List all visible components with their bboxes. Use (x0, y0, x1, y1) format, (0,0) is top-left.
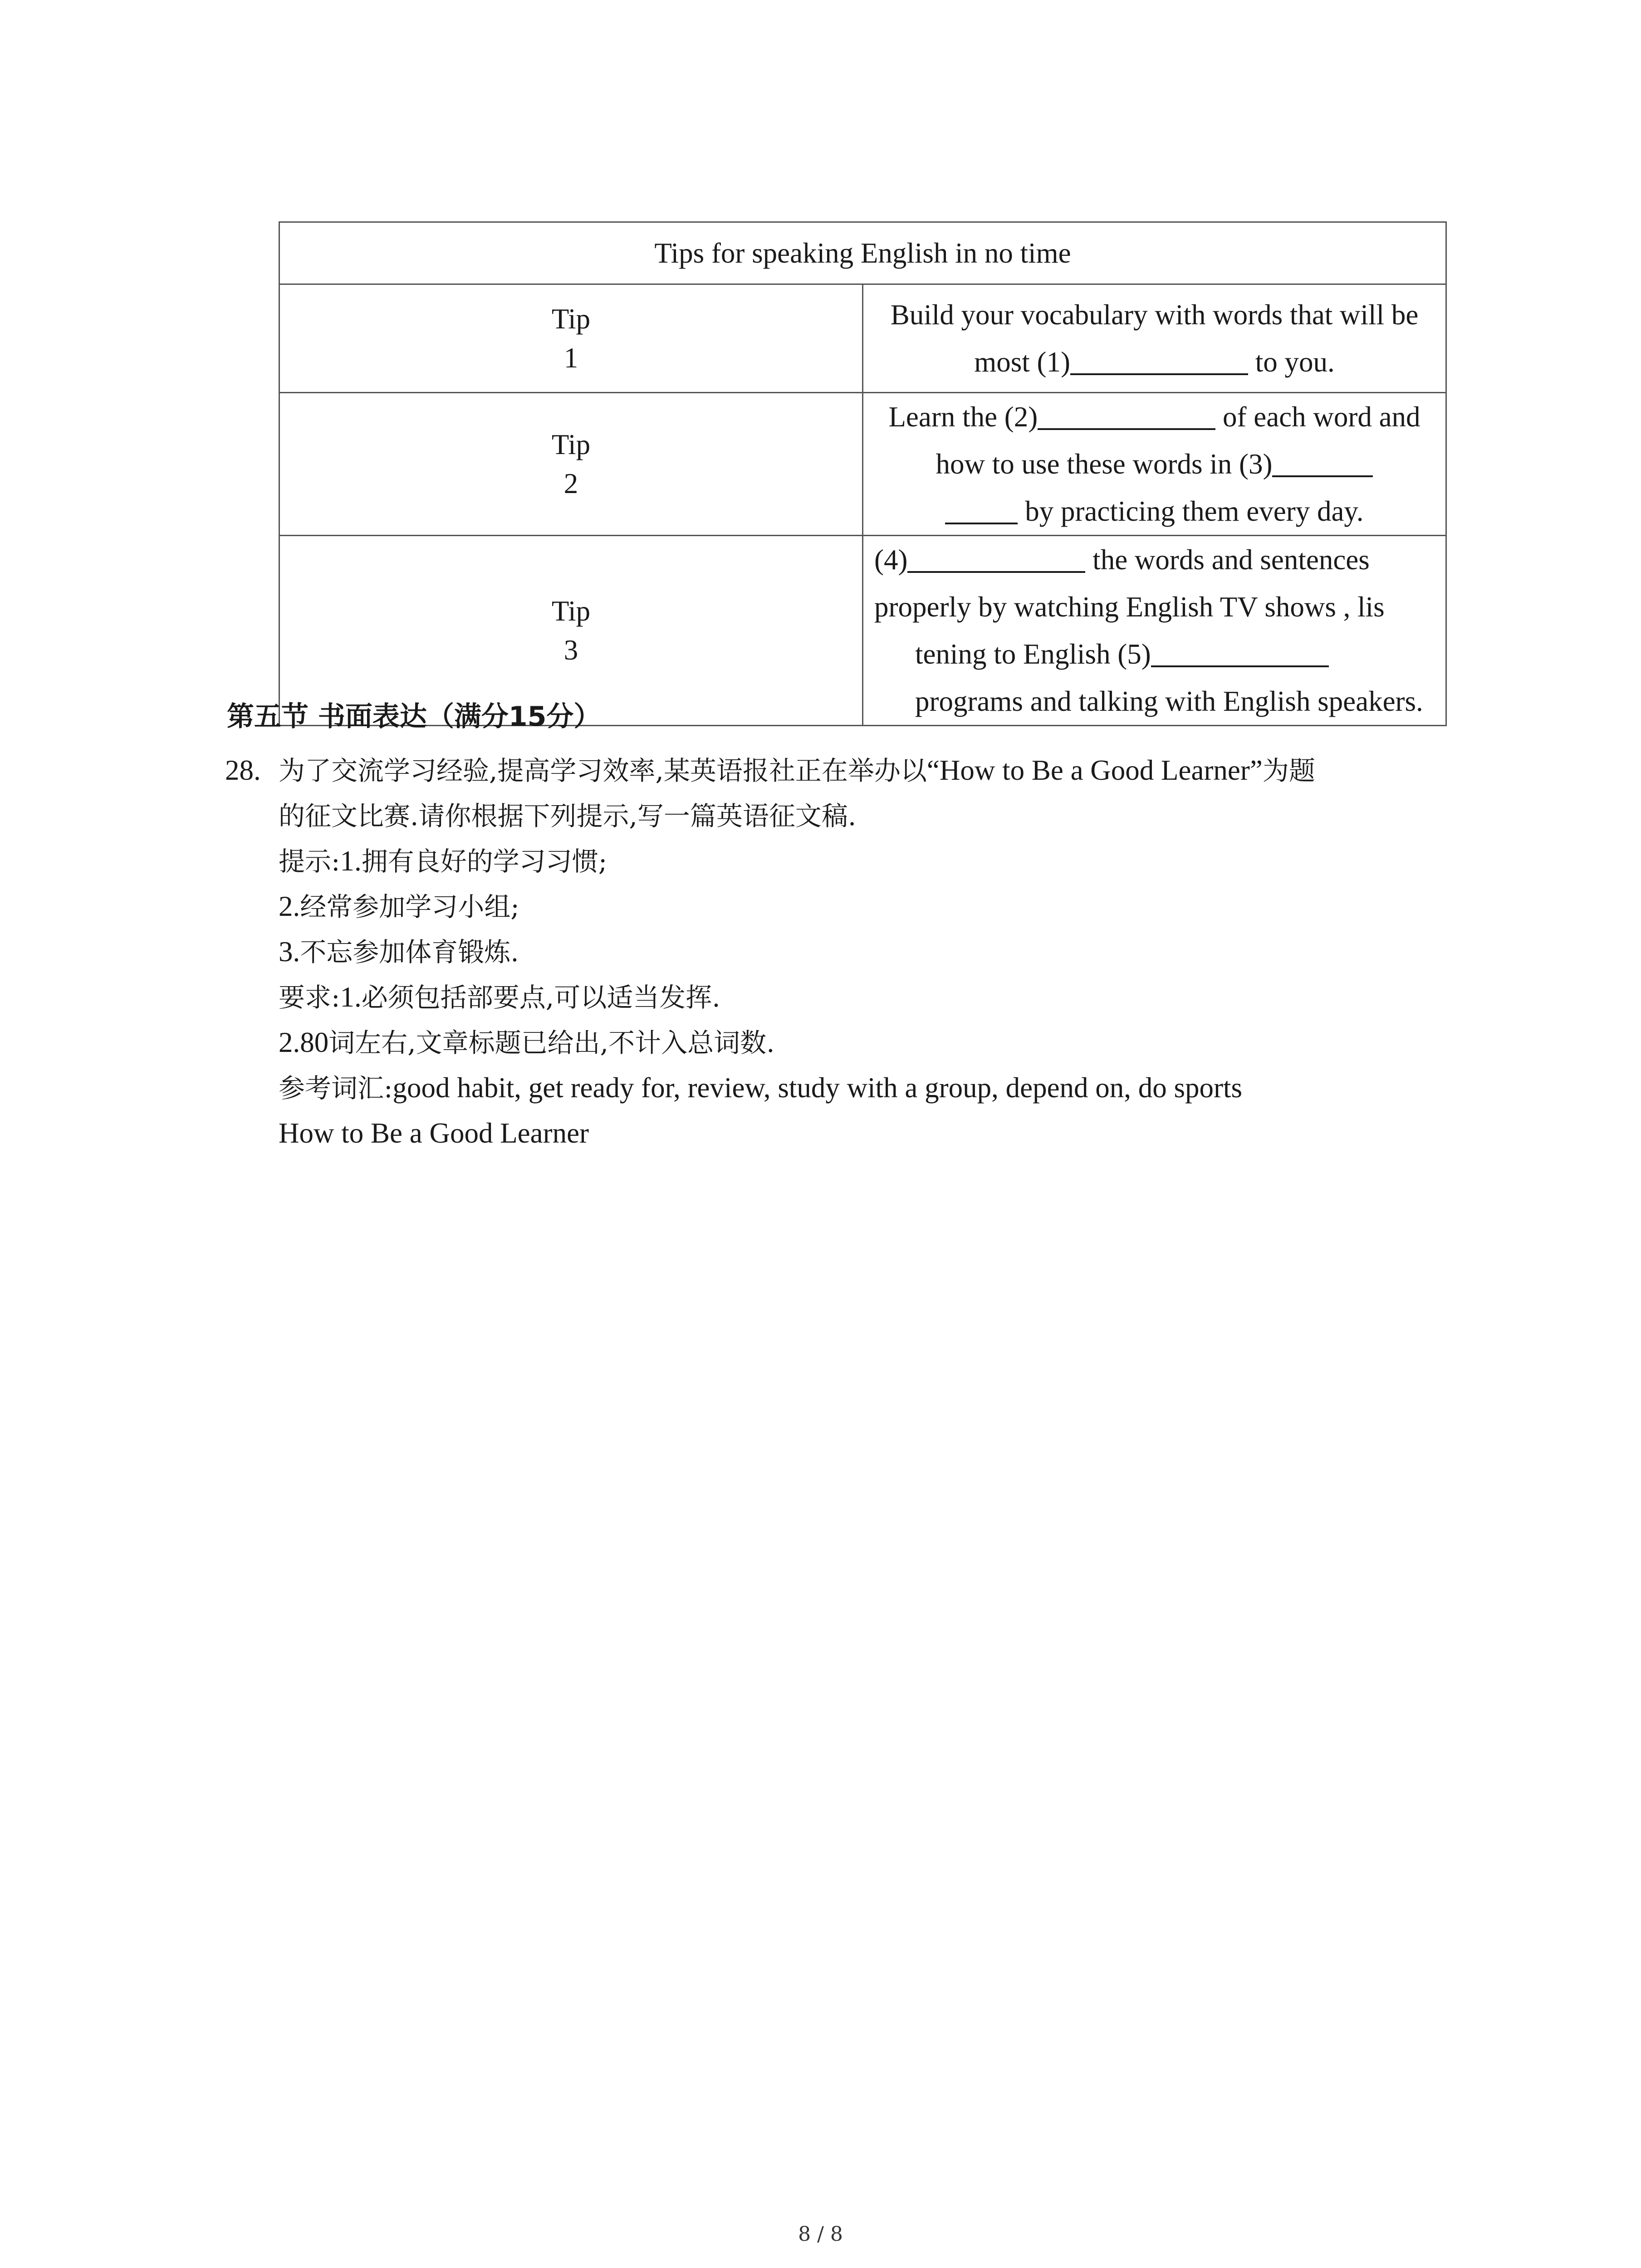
tip3-text-line2: tening to English (5) (915, 638, 1151, 670)
requirement-text: 必须包括部要点,可以适当发挥. (361, 982, 720, 1013)
page-number: 8 / 8 (798, 2223, 843, 2246)
table-row (279, 284, 1446, 393)
hint-2 (279, 884, 519, 929)
vocabulary-label: 参考词汇: (279, 1073, 393, 1104)
tip-label-number: 1 (563, 342, 578, 374)
tip-label-number: 3 (563, 634, 578, 666)
prompt-text-end: 为题 (1262, 755, 1315, 786)
tip-text (863, 393, 1446, 536)
tip-label-word: Tip (551, 429, 591, 460)
hint-text: 经常参加学习小组; (300, 891, 519, 922)
requirement-number: 1. (340, 981, 362, 1013)
question-prompt-line1 (279, 748, 1315, 793)
prompt-text: 的征文比赛.请你根据下列提示,写一篇英语征文稿. (279, 801, 857, 831)
hint-3 (279, 929, 519, 975)
tip-label-word: Tip (551, 595, 591, 627)
hint-label: 提示: (279, 846, 340, 877)
tip-text (863, 284, 1446, 393)
tip-label-word: Tip (551, 303, 591, 335)
hint-1 (279, 838, 607, 884)
requirement-number: 2.80 (279, 1026, 329, 1058)
tip2-text-end: by practicing them every day. (1018, 495, 1364, 527)
blank-5[interactable] (1151, 640, 1329, 667)
tip1-text-end: to you. (1248, 346, 1335, 378)
blank-4[interactable] (907, 546, 1085, 573)
requirement-1 (279, 974, 720, 1020)
prompt-title-quote: “How to Be a Good Learner” (926, 754, 1263, 786)
tip-text (863, 536, 1446, 726)
hint-text: 不忘参加体育锻炼. (300, 937, 519, 968)
requirement-2 (279, 1020, 775, 1066)
blank-1[interactable] (1070, 348, 1248, 375)
vocabulary-text: good habit, get ready for, review, study with a group, depend on, do sports (392, 1072, 1243, 1104)
tip1-text-start: Build your vocabulary with words that will be most (1) (890, 299, 1419, 378)
tip3-text-middle: the words and sentences properly by watching English TV shows , lis (874, 544, 1385, 623)
essay-title: How to Be a Good Learner (279, 1117, 589, 1149)
question-number: 28. (225, 754, 261, 786)
question-prompt-line2 (279, 793, 856, 839)
hint-number: 2. (279, 890, 300, 922)
blank-3[interactable] (1272, 450, 1373, 477)
reference-vocabulary (279, 1065, 1242, 1111)
requirement-label: 要求: (279, 982, 340, 1013)
tip-label-number: 2 (563, 468, 578, 499)
tip3-text-start: (4) (874, 544, 908, 576)
tip-label (279, 393, 863, 536)
section-heading: 第五节 书面表达（满分15分） (227, 701, 601, 733)
tip-label (279, 284, 863, 393)
tips-table (279, 221, 1447, 726)
requirement-text: 词左右,文章标题已给出,不计入总词数. (328, 1027, 775, 1058)
blank-2[interactable] (1038, 403, 1215, 430)
hint-number: 3. (279, 936, 300, 968)
hint-number: 1. (340, 845, 362, 877)
prompt-text: 为了交流学习经验,提高学习效率,某英语报社正在举办以 (279, 755, 927, 786)
hint-text: 拥有良好的学习习惯; (361, 846, 607, 877)
tip2-text-start: Learn the (2) (888, 401, 1038, 433)
table-title: Tips for speaking English in no time (279, 222, 1446, 284)
tip2-text-middle: of each word and how to use these words in (3) (936, 401, 1421, 480)
table-row (279, 393, 1446, 536)
tip3-text-end: programs and talking with English speakers. (915, 685, 1423, 717)
blank-3-continued[interactable] (945, 497, 1018, 524)
